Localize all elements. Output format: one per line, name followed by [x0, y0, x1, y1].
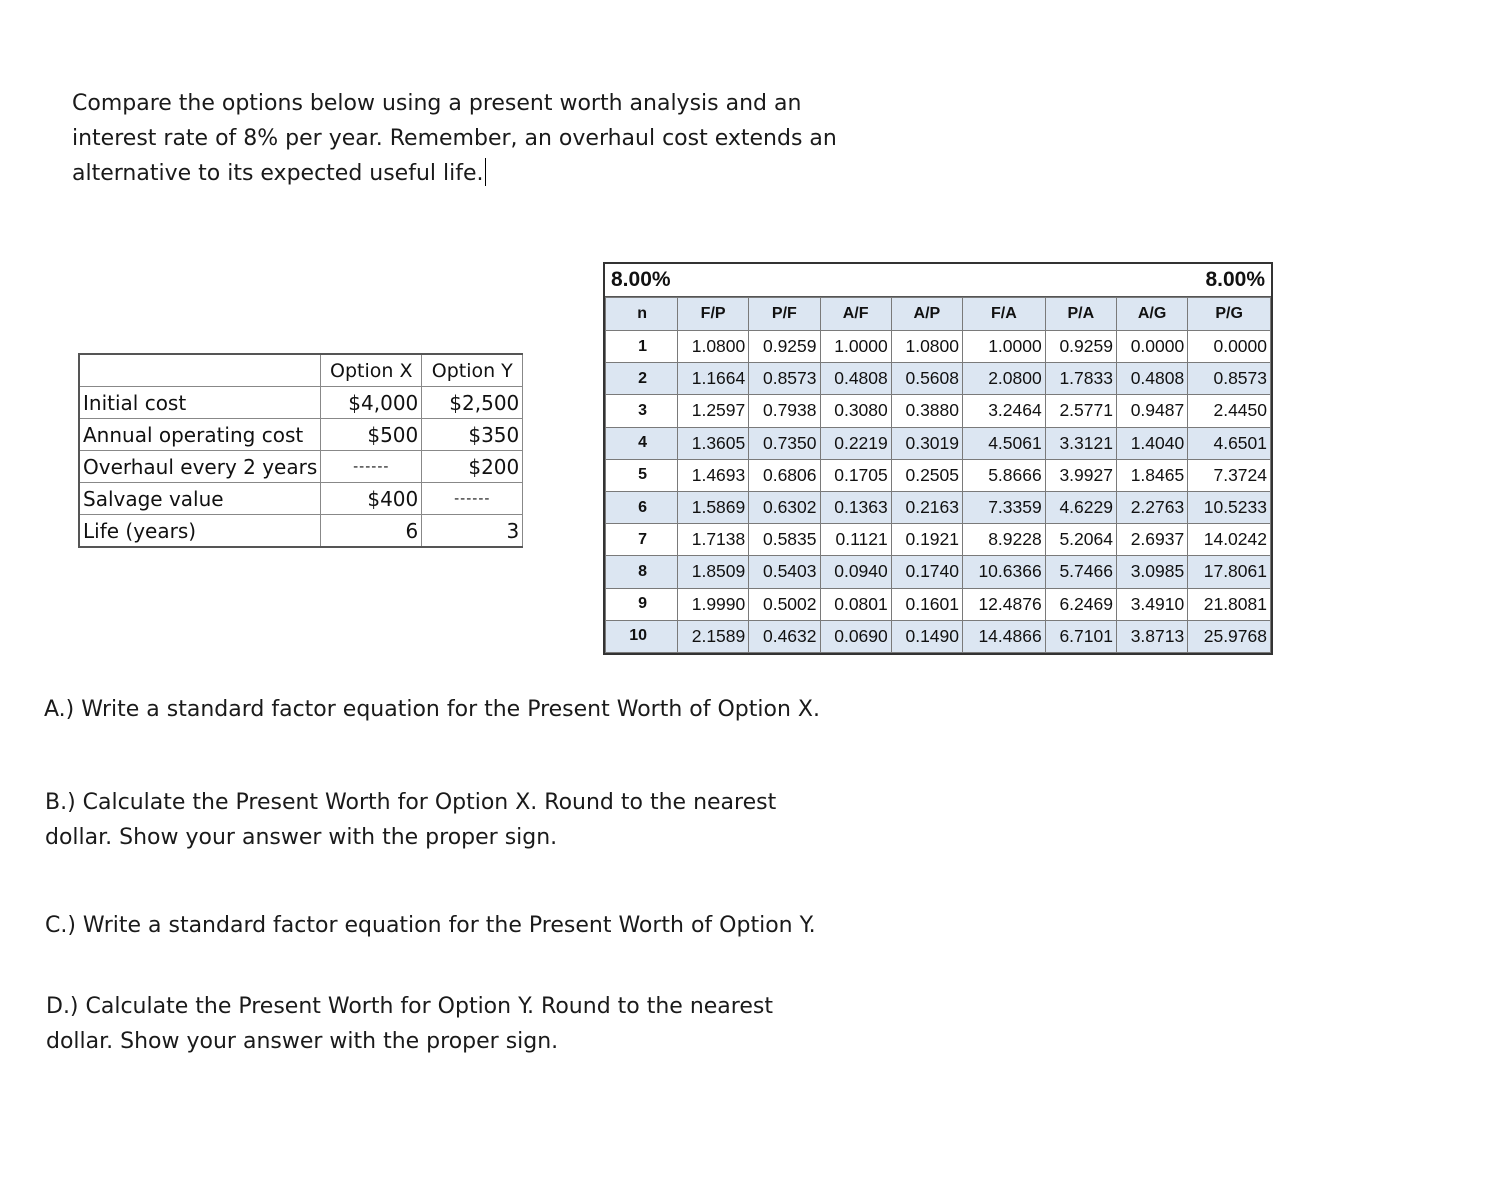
- option-x-value: $400: [321, 483, 422, 515]
- question-b-line-2: dollar. Show your answer with the proper sign.: [45, 825, 558, 850]
- factor-cell: 0.0000: [1116, 331, 1187, 363]
- factor-header-row: [606, 298, 1271, 331]
- factor-grid: [605, 297, 1271, 653]
- factor-cell: 3.2464: [963, 395, 1046, 427]
- row-label: Initial cost: [79, 387, 321, 419]
- question-d-line-1: D.) Calculate the Present Worth for Option Y. Round to the nearest: [46, 994, 773, 1019]
- factor-cell: 1.9990: [678, 588, 749, 620]
- factor-cell: 14.4866: [963, 620, 1046, 652]
- factor-cell: 1.0800: [891, 331, 962, 363]
- factor-cell: 0.1363: [820, 491, 891, 523]
- factor-cell: 0.2505: [891, 459, 962, 491]
- column-header: F/A: [963, 298, 1046, 331]
- factor-row: [606, 331, 1271, 363]
- factor-cell: 0.2163: [891, 491, 962, 523]
- column-header: P/A: [1045, 298, 1116, 331]
- options-table: [78, 353, 523, 548]
- factor-cell: 0.1740: [891, 556, 962, 588]
- text-cursor: [485, 158, 486, 186]
- factor-cell: 1.5869: [678, 491, 749, 523]
- factor-cell: 5.8666: [963, 459, 1046, 491]
- factor-cell: 4.5061: [963, 427, 1046, 459]
- intro-paragraph: [72, 86, 837, 191]
- factor-cell: 0.0690: [820, 620, 891, 652]
- rate-right: 8.00%: [1205, 268, 1265, 291]
- interest-factor-table: [603, 262, 1273, 655]
- factor-row: [606, 556, 1271, 588]
- row-label: Life (years): [79, 515, 321, 548]
- option-x-value: $500: [321, 419, 422, 451]
- factor-cell: 0.1921: [891, 524, 962, 556]
- factor-row: [606, 491, 1271, 523]
- options-row: [79, 451, 523, 483]
- option-x-value: ------: [321, 451, 422, 483]
- factor-cell: 10.5233: [1188, 491, 1271, 523]
- option-y-value: $200: [422, 451, 523, 483]
- options-header-row: [79, 354, 523, 387]
- factor-cell: 0.8573: [749, 363, 820, 395]
- factor-cell: 0.3080: [820, 395, 891, 427]
- factor-cell: 1.4693: [678, 459, 749, 491]
- option-y-value: 3: [422, 515, 523, 548]
- factor-cell: 0.5002: [749, 588, 820, 620]
- column-header: n: [606, 298, 678, 331]
- factor-cell: 1.0000: [963, 331, 1046, 363]
- factor-cell: 0.1490: [891, 620, 962, 652]
- factor-cell: 1.0000: [820, 331, 891, 363]
- factor-cell: 8.9228: [963, 524, 1046, 556]
- factor-cell: 1.8465: [1116, 459, 1187, 491]
- option-x-value: $4,000: [321, 387, 422, 419]
- factor-cell: 5.2064: [1045, 524, 1116, 556]
- factor-row: [606, 588, 1271, 620]
- factor-cell: 1.7833: [1045, 363, 1116, 395]
- factor-row: [606, 427, 1271, 459]
- factor-cell: 0.1705: [820, 459, 891, 491]
- period-cell: 3: [606, 395, 678, 427]
- factor-cell: 0.1121: [820, 524, 891, 556]
- question-a: [44, 692, 820, 727]
- factor-cell: 0.7938: [749, 395, 820, 427]
- factor-cell: 0.9487: [1116, 395, 1187, 427]
- factor-cell: 0.6806: [749, 459, 820, 491]
- factor-cell: 1.8509: [678, 556, 749, 588]
- factor-cell: 3.0985: [1116, 556, 1187, 588]
- factor-row: [606, 524, 1271, 556]
- factor-cell: 7.3724: [1188, 459, 1271, 491]
- factor-cell: 0.0000: [1188, 331, 1271, 363]
- factor-cell: 1.1664: [678, 363, 749, 395]
- question-c-line-1: C.) Write a standard factor equation for the Present Worth of Option Y.: [45, 913, 816, 938]
- row-label: Annual operating cost: [79, 419, 321, 451]
- factor-cell: 1.2597: [678, 395, 749, 427]
- option-x-value: 6: [321, 515, 422, 548]
- option-x-header: Option X: [321, 354, 422, 387]
- factor-cell: 3.4910: [1116, 588, 1187, 620]
- question-d-line-2: dollar. Show your answer with the proper sign.: [46, 1029, 559, 1054]
- column-header: P/F: [749, 298, 820, 331]
- period-cell: 2: [606, 363, 678, 395]
- factor-cell: 3.3121: [1045, 427, 1116, 459]
- factor-cell: 12.4876: [963, 588, 1046, 620]
- factor-cell: 7.3359: [963, 491, 1046, 523]
- factor-row: [606, 620, 1271, 652]
- period-cell: 8: [606, 556, 678, 588]
- factor-cell: 0.5608: [891, 363, 962, 395]
- factor-cell: 0.0801: [820, 588, 891, 620]
- period-cell: 6: [606, 491, 678, 523]
- column-header: A/F: [820, 298, 891, 331]
- question-d: [46, 989, 773, 1059]
- factor-cell: 0.3880: [891, 395, 962, 427]
- factor-cell: 17.8061: [1188, 556, 1271, 588]
- factor-cell: 6.2469: [1045, 588, 1116, 620]
- factor-cell: 0.4808: [820, 363, 891, 395]
- period-cell: 5: [606, 459, 678, 491]
- row-label: Salvage value: [79, 483, 321, 515]
- rate-left: 8.00%: [611, 268, 671, 291]
- question-b: [45, 785, 776, 855]
- factor-cell: 2.0800: [963, 363, 1046, 395]
- question-a-line-1: A.) Write a standard factor equation for the Present Worth of Option X.: [44, 697, 820, 722]
- question-b-line-1: B.) Calculate the Present Worth for Option X. Round to the nearest: [45, 790, 777, 815]
- factor-row: [606, 363, 1271, 395]
- factor-cell: 2.6937: [1116, 524, 1187, 556]
- factor-cell: 4.6229: [1045, 491, 1116, 523]
- factor-cell: 4.6501: [1188, 427, 1271, 459]
- factor-cell: 0.5403: [749, 556, 820, 588]
- options-row: [79, 483, 523, 515]
- intro-line-2: interest rate of 8% per year. Remember, an overhaul cost extends an: [72, 126, 837, 151]
- factor-cell: 0.8573: [1188, 363, 1271, 395]
- options-row: [79, 387, 523, 419]
- factor-cell: 5.7466: [1045, 556, 1116, 588]
- factor-cell: 2.1589: [678, 620, 749, 652]
- factor-cell: 0.4632: [749, 620, 820, 652]
- factor-cell: 10.6366: [963, 556, 1046, 588]
- factor-cell: 1.7138: [678, 524, 749, 556]
- option-y-header: Option Y: [422, 354, 523, 387]
- factor-cell: 1.4040: [1116, 427, 1187, 459]
- factor-cell: 0.9259: [749, 331, 820, 363]
- factor-cell: 2.5771: [1045, 395, 1116, 427]
- options-header-blank: [79, 354, 321, 387]
- options-row: [79, 515, 523, 548]
- column-header: P/G: [1188, 298, 1271, 331]
- factor-cell: 3.9927: [1045, 459, 1116, 491]
- factor-cell: 2.2763: [1116, 491, 1187, 523]
- factor-row: [606, 395, 1271, 427]
- rate-header: [605, 264, 1271, 297]
- options-row: [79, 419, 523, 451]
- option-y-value: ------: [422, 483, 523, 515]
- factor-cell: 0.0940: [820, 556, 891, 588]
- factor-cell: 2.4450: [1188, 395, 1271, 427]
- factor-cell: 0.7350: [749, 427, 820, 459]
- period-cell: 4: [606, 427, 678, 459]
- option-y-value: $350: [422, 419, 523, 451]
- row-label: Overhaul every 2 years: [79, 451, 321, 483]
- period-cell: 7: [606, 524, 678, 556]
- period-cell: 9: [606, 588, 678, 620]
- intro-line-1: Compare the options below using a present worth analysis and an: [72, 91, 802, 116]
- column-header: A/G: [1116, 298, 1187, 331]
- period-cell: 10: [606, 620, 678, 652]
- factor-cell: 0.5835: [749, 524, 820, 556]
- factor-cell: 0.6302: [749, 491, 820, 523]
- factor-cell: 6.7101: [1045, 620, 1116, 652]
- factor-cell: 14.0242: [1188, 524, 1271, 556]
- factor-row: [606, 459, 1271, 491]
- factor-cell: 1.0800: [678, 331, 749, 363]
- factor-cell: 21.8081: [1188, 588, 1271, 620]
- factor-cell: 0.4808: [1116, 363, 1187, 395]
- factor-cell: 3.8713: [1116, 620, 1187, 652]
- factor-body: [606, 331, 1271, 653]
- factor-cell: 0.2219: [820, 427, 891, 459]
- factor-cell: 0.3019: [891, 427, 962, 459]
- factor-cell: 0.9259: [1045, 331, 1116, 363]
- option-y-value: $2,500: [422, 387, 523, 419]
- question-c: [45, 908, 816, 943]
- factor-cell: 1.3605: [678, 427, 749, 459]
- intro-line-3: alternative to its expected useful life.: [72, 156, 837, 191]
- period-cell: 1: [606, 331, 678, 363]
- factor-cell: 25.9768: [1188, 620, 1271, 652]
- column-header: A/P: [891, 298, 962, 331]
- column-header: F/P: [678, 298, 749, 331]
- factor-cell: 0.1601: [891, 588, 962, 620]
